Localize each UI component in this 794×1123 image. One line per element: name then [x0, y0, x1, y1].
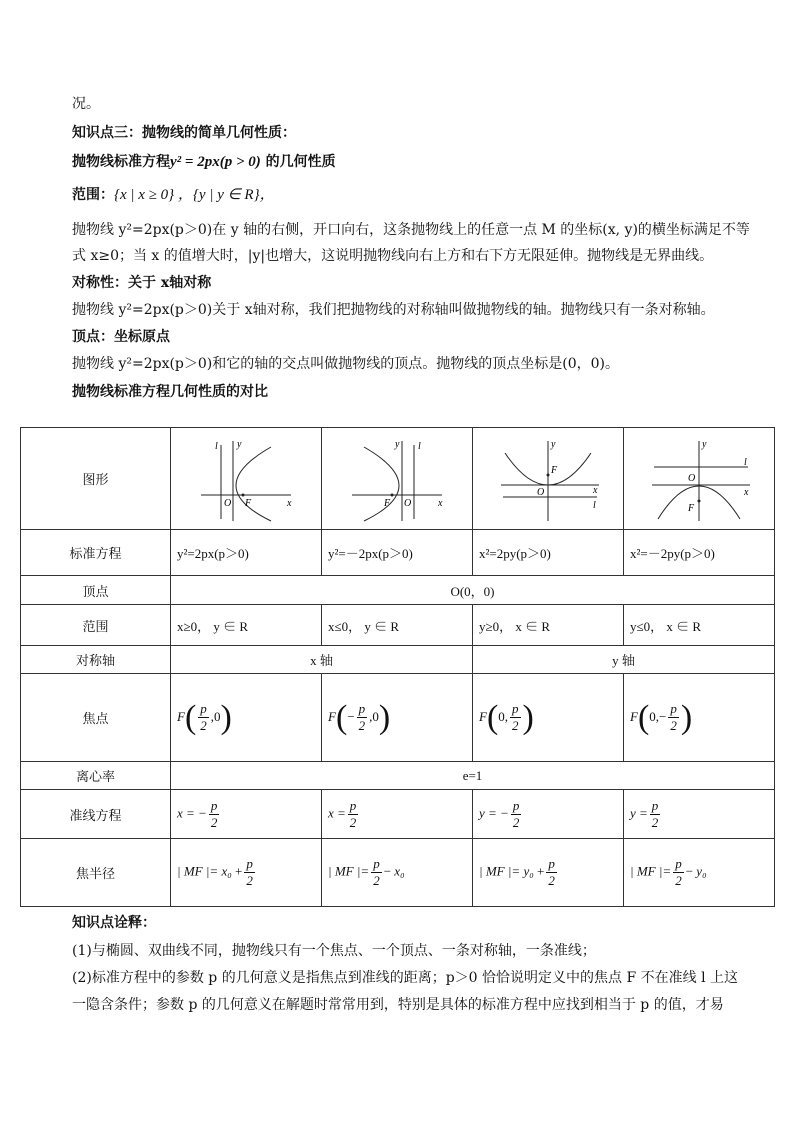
frac-den: 2 [651, 814, 659, 830]
directrix-lhs: x = − [177, 804, 207, 820]
focal-radius-cell [473, 839, 624, 907]
mf-expr: | MF |= [479, 863, 521, 879]
section-heading: 知识点三：抛物线的简单几何性质： [72, 125, 296, 141]
label-x: x [438, 497, 443, 509]
eccentricity-cell: e=1 [171, 762, 775, 790]
notes-heading: 知识点诠释： [72, 915, 156, 931]
label-focus: F [551, 464, 558, 476]
table-row [21, 762, 775, 790]
frac-num: p [548, 856, 555, 871]
focal-radius-cell [624, 839, 775, 907]
note-line: (2)标准方程中的参数 p 的几何意义是指焦点到准线的距离；p＞0 恰恰说明定义中的焦点 F 不在准线 l 上这 [72, 970, 739, 986]
range-cell: y≤0， x ∈ R [624, 605, 775, 646]
axis-cell: y 轴 [473, 646, 775, 674]
fraction [673, 856, 684, 889]
range-label: 范围： [72, 187, 114, 203]
minus-sign: − [659, 708, 667, 724]
text-line: 抛物线 y²=2px(p＞0)在 y 轴的右侧，开口向右，这条抛物线上的任意一点 M 的坐标(x, y)的横坐标满足不等 [72, 222, 750, 238]
plus-sign: + [235, 863, 243, 879]
zero: 0 [649, 708, 656, 724]
vertex-heading: 顶点：坐标原点 [72, 329, 170, 345]
table-row [21, 530, 775, 576]
graph-cell [171, 428, 322, 530]
focal-radius-cell [171, 839, 322, 907]
focus-cell: F(0, $\frac{p}{2}$ ) [473, 674, 624, 762]
frac-num: p [210, 797, 218, 813]
label-x: x [593, 484, 598, 496]
fraction [546, 856, 557, 889]
label-l: l [215, 440, 218, 452]
fraction [357, 701, 368, 734]
axis-cell: x 轴 [171, 646, 473, 674]
table-row [21, 605, 775, 646]
frac-den: 2 [200, 718, 207, 733]
text-line: 抛物线 y²=2px(p＞0)和它的轴的交点叫做抛物线的顶点。抛物线的顶点坐标是(0，0)。 [72, 356, 619, 372]
zero: 0 [214, 708, 221, 724]
label-x: x [287, 497, 292, 509]
equation-cell: x²=2py(p＞0) [473, 530, 624, 576]
directrix-lhs: y = [630, 804, 648, 820]
frac-num: p [358, 701, 366, 716]
directrix-lhs: x = [328, 804, 346, 820]
mf-expr: | MF |= [177, 863, 219, 879]
table-row [21, 839, 775, 907]
row-label: 顶点 [21, 576, 171, 605]
vertex-cell: O(0，0) [171, 576, 775, 605]
frac-den: 2 [373, 873, 380, 888]
row-label: 焦半径 [21, 839, 171, 907]
subheading-suffix: 的几何性质 [260, 154, 336, 170]
focus-cell: F(− $\frac{p}{2}$ ,0) [322, 674, 473, 762]
directrix-cell [322, 790, 473, 839]
frac-den: 2 [246, 873, 253, 888]
fraction [371, 856, 382, 889]
range-cell: y≥0， x ∈ R [473, 605, 624, 646]
range-line [72, 184, 764, 206]
table-row [21, 576, 775, 605]
zero: 0 [372, 708, 379, 724]
frac-den: 2 [675, 873, 682, 888]
fraction [510, 701, 521, 734]
label-origin: O [404, 497, 412, 509]
parabola-down-graph [644, 435, 754, 523]
label-y: y [237, 438, 242, 450]
graph-cell [473, 428, 624, 530]
frac-num: p [349, 797, 357, 813]
comparison-table [20, 427, 775, 907]
mf-expr: | MF |= [630, 863, 672, 879]
label-origin: O [688, 472, 696, 484]
equation-cell: y²=－2px(p＞0) [322, 530, 473, 576]
row-label: 标准方程 [21, 530, 171, 576]
comma: , [504, 708, 509, 724]
comma: , [210, 708, 215, 724]
frac-den: 2 [512, 814, 520, 830]
parabola-up-graph [493, 435, 603, 523]
range-cell: x≤0， y ∈ R [322, 605, 473, 646]
frac-num: p [512, 701, 519, 716]
frac-den: 2 [512, 718, 519, 733]
focus-symbol: F [328, 708, 336, 724]
standard-equation: y² = 2px(p > 0) [170, 154, 261, 170]
text-line: 况。 [72, 96, 100, 112]
equation-cell: x²=－2py(p＞0) [624, 530, 775, 576]
frac-num: p [200, 701, 207, 716]
row-label: 图形 [21, 428, 171, 530]
x0: x₀ [394, 863, 405, 879]
label-focus: F [384, 497, 391, 509]
graph-cell [322, 428, 473, 530]
row-label: 离心率 [21, 762, 171, 790]
focal-radius-cell [322, 839, 473, 907]
range-sets: {x | x ≥ 0} ，{y | y ∈ R}， [114, 187, 275, 203]
minus-sign: − [347, 708, 355, 724]
row-label: 焦点 [21, 674, 171, 762]
y0: y₀ [696, 863, 707, 879]
label-y: y [395, 438, 400, 450]
range-cell: x≥0， y ∈ R [171, 605, 322, 646]
minus-sign: − [383, 863, 392, 879]
table-row [21, 674, 775, 762]
focus-symbol: F [479, 708, 487, 724]
table-row [21, 790, 775, 839]
table-title: 抛物线标准方程几何性质的对比 [72, 384, 268, 400]
equation-cell: y²=2px(p＞0) [171, 530, 322, 576]
focus-cell: F( $\frac{p}{2}$ ,0) [171, 674, 322, 762]
minus-sign: − [685, 863, 694, 879]
frac-den: 2 [210, 814, 218, 830]
table-row [21, 646, 775, 674]
row-label: 准线方程 [21, 790, 171, 839]
text-line: 抛物线 y²=2px(p＞0)关于 x轴对称，我们把抛物线的对称轴叫做抛物线的轴。抛物线只有一条对称轴。 [72, 302, 715, 318]
fraction [650, 798, 661, 831]
parabola-right-graph [191, 435, 301, 523]
frac-num: p [651, 797, 659, 813]
frac-den: 2 [670, 718, 677, 733]
fraction [244, 856, 255, 889]
parabola-left-graph [342, 435, 452, 523]
row-label: 范围 [21, 605, 171, 646]
graph-cell [624, 428, 775, 530]
directrix-cell [624, 790, 775, 839]
zero: 0 [498, 708, 505, 724]
fraction [511, 798, 522, 831]
x0: x₀ [221, 863, 232, 879]
frac-num: p [670, 701, 677, 716]
label-y: y [702, 438, 707, 450]
note-line: 一隐含条件；参数 p 的几何意义在解题时常常用到，特别是具体的标准方程中应找到相当于 p 的值，才易 [72, 997, 724, 1013]
fraction [209, 798, 220, 831]
label-focus: F [245, 497, 252, 509]
label-l: l [744, 456, 747, 468]
y0: y₀ [523, 863, 534, 879]
label-l: l [593, 499, 596, 511]
symmetry-heading: 对称性：关于 x轴对称 [72, 275, 212, 291]
frac-den: 2 [358, 718, 366, 733]
subheading-prefix: 抛物线标准方程 [72, 154, 170, 170]
directrix-lhs: y = − [479, 804, 509, 820]
focus-symbol: F [177, 708, 185, 724]
fraction [198, 701, 209, 734]
label-origin: O [224, 497, 232, 509]
label-l: l [418, 440, 421, 452]
label-x: x [744, 486, 749, 498]
directrix-cell [473, 790, 624, 839]
text-line: 式 x≥0；当 x 的值增大时，|y|也增大，这说明抛物线向右上方和右下方无限延伸。抛物线是无界曲线。 [72, 248, 714, 264]
frac-den: 2 [349, 814, 357, 830]
label-focus: F [688, 502, 695, 514]
fraction [348, 798, 359, 831]
label-origin: O [537, 486, 545, 498]
row-label: 对称轴 [21, 646, 171, 674]
frac-num: p [512, 797, 520, 813]
focus-cell: F(0,− $\frac{p}{2}$ ) [624, 674, 775, 762]
frac-den: 2 [548, 873, 555, 888]
focus-symbol: F [630, 708, 638, 724]
directrix-cell [171, 790, 322, 839]
frac-num: p [675, 856, 682, 871]
mf-expr: | MF |= [328, 863, 370, 879]
fraction [668, 701, 679, 734]
frac-num: p [373, 856, 380, 871]
table-row [21, 428, 775, 530]
frac-num: p [246, 856, 253, 871]
plus-sign: + [537, 863, 545, 879]
comma: , [369, 708, 373, 724]
comma: , [655, 708, 660, 724]
label-y: y [551, 438, 556, 450]
subheading [72, 151, 764, 173]
note-line: (1)与椭圆、双曲线不同，抛物线只有一个焦点、一个顶点、一条对称轴，一条准线； [72, 943, 596, 959]
